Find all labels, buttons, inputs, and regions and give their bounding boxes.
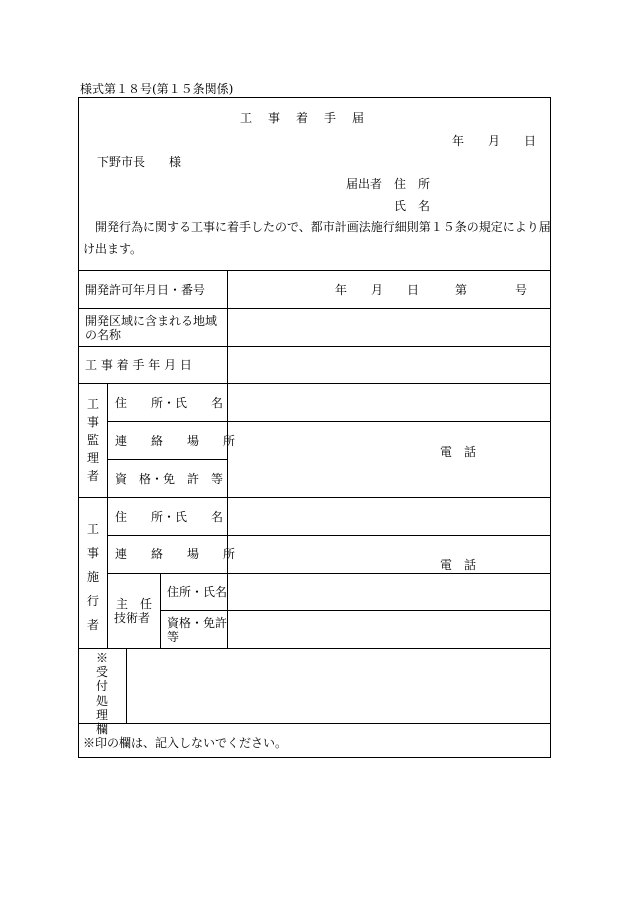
supervisor-row-license: 資 格・免 許 等 <box>115 472 224 486</box>
chief-engineer-label-line-1: 主 任 <box>116 597 153 611</box>
row-divider <box>107 459 227 460</box>
contractor-label: 工事施行者 <box>86 522 99 632</box>
row-divider <box>107 421 551 422</box>
row-divider <box>78 648 551 649</box>
column-divider <box>227 270 228 648</box>
supervisor-row-address: 住 所・氏 名 <box>115 396 224 410</box>
declaration-line-2: け出ます。 <box>83 242 143 256</box>
form-frame <box>78 97 551 758</box>
date-line: 年 月 日 <box>452 134 537 148</box>
column-divider <box>160 573 161 648</box>
chief-engineer-row-license: 資格・免許等 <box>167 616 228 644</box>
row-divider <box>78 270 551 271</box>
supervisor-row-contact: 連 絡 場 所 <box>115 434 236 448</box>
row-divider <box>78 497 551 498</box>
declaration-line-1: 開発行為に関する工事に着手したので、都市計画法施行細則第１５条の規定により届 <box>83 220 551 234</box>
form-title: 工 事 着 手 届 <box>240 111 367 125</box>
row-divider <box>78 383 551 384</box>
permit-value: 年 月 日 第 号 <box>335 283 528 297</box>
row-divider <box>78 723 551 724</box>
column-divider <box>126 648 127 723</box>
contractor-row-contact: 連 絡 場 所 <box>115 547 236 561</box>
column-divider <box>107 383 108 648</box>
chief-engineer-label-line-2: 技術者 <box>114 611 151 625</box>
row-divider <box>160 610 551 611</box>
start-date-label: 工 事 着 手 年 月 日 <box>85 358 192 372</box>
area-label-line-1: 開発区域に含まれる地域 <box>85 314 218 328</box>
row-divider <box>78 346 551 347</box>
contractor-row-address: 住 所・氏 名 <box>115 510 224 524</box>
row-divider <box>107 573 551 574</box>
note: ※印の欄は、記入しないでください。 <box>83 736 288 750</box>
reception-label: ※受付処理欄 <box>95 651 108 737</box>
permit-label: 開発許可年月日・番号 <box>85 283 206 297</box>
row-divider <box>78 308 551 309</box>
row-divider <box>107 535 551 536</box>
addressee: 下野市長 様 <box>97 155 182 169</box>
contractor-phone-label: 電 話 <box>440 558 477 572</box>
supervisor-label: 工事監理者 <box>86 397 99 483</box>
chief-engineer-row-address: 住所・氏名 <box>167 585 228 599</box>
area-label-line-2: の名称 <box>85 328 122 342</box>
applicant-name-label: 氏 名 <box>394 199 431 213</box>
supervisor-phone-label: 電 話 <box>440 445 477 459</box>
form-number-label: 様式第１８号(第１５条関係) <box>80 82 234 96</box>
applicant-address-label: 届出者 住 所 <box>346 177 431 191</box>
